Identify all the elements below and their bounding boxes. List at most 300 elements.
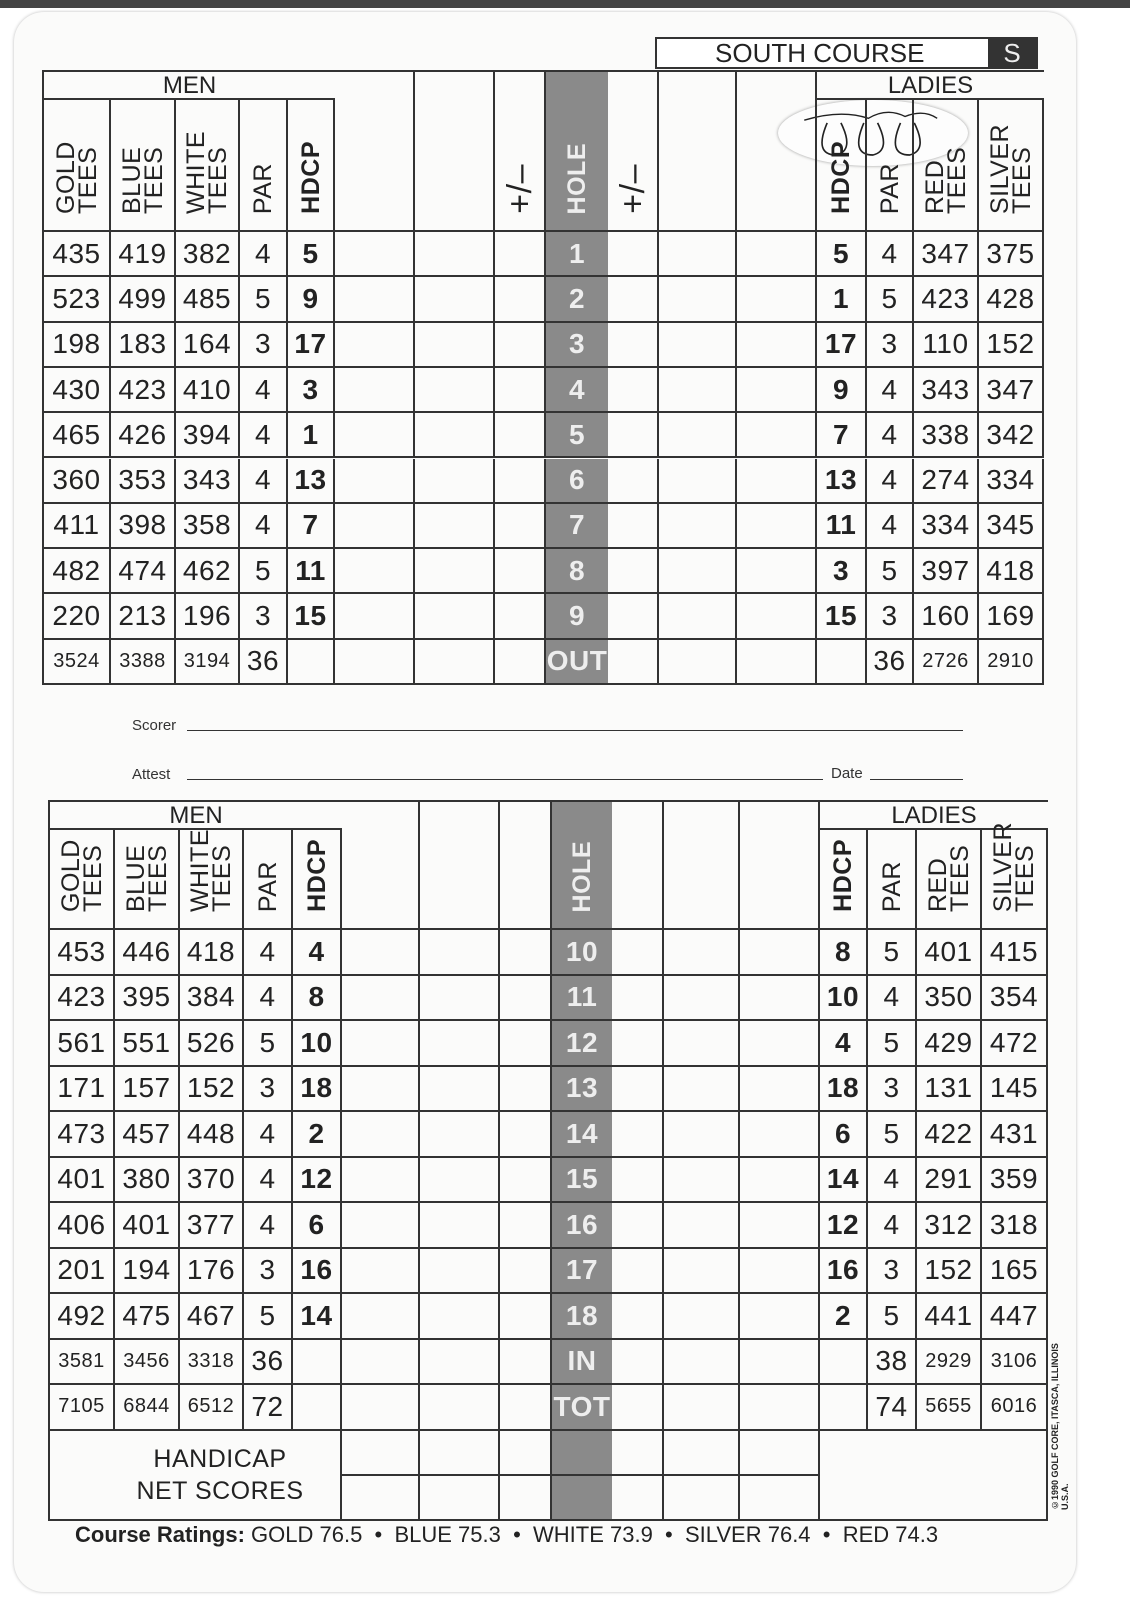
score-cell[interactable] [737, 459, 817, 504]
score-cell[interactable] [612, 1112, 664, 1158]
header-hole [552, 802, 612, 930]
score-cell[interactable] [608, 323, 659, 368]
header-men-3-text: PAR [253, 860, 282, 912]
score-cell[interactable] [659, 277, 737, 322]
hole-number: 14 [552, 1112, 612, 1158]
score-cell[interactable] [612, 1021, 664, 1067]
par-cell: 5 [244, 1021, 293, 1067]
header-men-4-text: HDCP [302, 839, 331, 912]
score-cell[interactable] [737, 549, 817, 594]
l-hdcp-cell: 8 [820, 930, 868, 976]
red-cell: 2929 [917, 1340, 982, 1386]
gold-cell: 201 [50, 1249, 115, 1295]
scorer-label: Scorer [132, 717, 177, 734]
red-cell: 160 [914, 594, 979, 639]
score-cell[interactable] [612, 1294, 664, 1340]
score-cell[interactable] [420, 1385, 500, 1431]
white-cell: 176 [180, 1249, 244, 1295]
score-cell[interactable] [740, 1203, 820, 1249]
header-blank [664, 802, 740, 930]
l-par-cell: 5 [868, 1021, 917, 1067]
score-cell[interactable] [342, 1067, 420, 1113]
header-men-3-text: PAR [249, 162, 277, 214]
score-cell[interactable] [342, 1203, 420, 1249]
header-ladies-1 [867, 100, 914, 232]
header-blank [415, 72, 495, 232]
score-cell[interactable] [612, 930, 664, 976]
blue-cell: 353 [111, 459, 176, 504]
score-cell[interactable] [737, 323, 817, 368]
score-cell[interactable] [608, 459, 659, 504]
l-hdcp-cell: 9 [817, 368, 867, 413]
score-cell[interactable] [612, 1203, 664, 1249]
hdcp-cell: 15 [288, 594, 335, 639]
score-cell[interactable] [495, 413, 546, 458]
silver-cell: 415 [982, 930, 1048, 976]
score-cell[interactable] [415, 368, 495, 413]
header-hole-text: HOLE [568, 840, 596, 912]
header-blank [740, 802, 820, 930]
score-cell[interactable] [664, 1340, 740, 1386]
blue-cell: 551 [115, 1021, 180, 1067]
score-cell[interactable] [335, 277, 415, 322]
hole-number: 11 [552, 976, 612, 1022]
hole-number: 13 [552, 1067, 612, 1113]
score-cell[interactable] [342, 1340, 420, 1386]
header-ladies-2-text: RED TEES [923, 844, 974, 912]
blue-cell: 475 [115, 1294, 180, 1340]
score-cell[interactable] [415, 413, 495, 458]
score-cell[interactable] [664, 1249, 740, 1295]
l-par-cell: 5 [867, 277, 914, 322]
hdcp-cell: 4 [293, 930, 342, 976]
hdcp-cell: 1 [288, 413, 335, 458]
score-cell[interactable] [608, 277, 659, 322]
score-cell[interactable] [335, 459, 415, 504]
white-cell: 462 [176, 549, 240, 594]
score-cell[interactable] [659, 594, 737, 639]
hdcp-cell [293, 1385, 342, 1431]
score-cell[interactable] [342, 1021, 420, 1067]
score-cell[interactable] [740, 1249, 820, 1295]
score-cell[interactable] [612, 1340, 664, 1386]
net-score-cell[interactable] [500, 1476, 552, 1521]
score-cell[interactable] [659, 549, 737, 594]
hdcp-cell: 3 [288, 368, 335, 413]
scan-edge [0, 0, 1130, 8]
header-blank [659, 72, 737, 232]
score-cell[interactable] [664, 1158, 740, 1204]
header-plus-minus-text: +/– [613, 164, 652, 214]
score-cell[interactable] [737, 368, 817, 413]
l-hdcp-cell: 16 [820, 1249, 868, 1295]
white-cell: 343 [176, 459, 240, 504]
blue-cell: 499 [111, 277, 176, 322]
score-cell[interactable] [335, 594, 415, 639]
gold-cell: 171 [50, 1067, 115, 1113]
score-cell[interactable] [664, 1203, 740, 1249]
score-cell[interactable] [737, 413, 817, 458]
red-cell: 441 [917, 1294, 982, 1340]
white-cell: 384 [180, 976, 244, 1022]
score-cell[interactable] [342, 1385, 420, 1431]
header-men-0 [44, 100, 111, 232]
score-cell[interactable] [415, 504, 495, 549]
score-cell[interactable] [500, 1340, 552, 1386]
score-cell[interactable] [664, 1067, 740, 1113]
score-cell[interactable] [659, 368, 737, 413]
score-cell[interactable] [500, 1158, 552, 1204]
par-cell: 4 [244, 930, 293, 976]
header-men-1 [115, 830, 180, 930]
score-cell[interactable] [495, 277, 546, 322]
score-cell[interactable] [608, 640, 659, 685]
header-men-4 [293, 830, 342, 930]
white-cell: 377 [180, 1203, 244, 1249]
blue-cell: 446 [115, 930, 180, 976]
blue-cell: 194 [115, 1249, 180, 1295]
hdcp-cell: 9 [288, 277, 335, 322]
score-cell[interactable] [495, 549, 546, 594]
score-cell[interactable] [664, 1294, 740, 1340]
ladies-group-label: LADIES [817, 72, 1044, 100]
score-cell[interactable] [659, 413, 737, 458]
red-cell: 338 [914, 413, 979, 458]
gold-cell: 360 [44, 459, 111, 504]
header-ladies-0 [817, 100, 867, 232]
red-cell: 110 [914, 323, 979, 368]
l-par-cell: 4 [867, 413, 914, 458]
blue-cell: 457 [115, 1112, 180, 1158]
hdcp-cell: 16 [293, 1249, 342, 1295]
header-blank [500, 802, 552, 930]
l-par-cell: 74 [868, 1385, 917, 1431]
score-cell[interactable] [737, 640, 817, 685]
par-cell: 3 [244, 1249, 293, 1295]
score-cell[interactable] [335, 413, 415, 458]
gold-cell: 465 [44, 413, 111, 458]
score-cell[interactable] [740, 1158, 820, 1204]
score-cell[interactable] [335, 504, 415, 549]
l-par-cell: 36 [867, 640, 914, 685]
score-cell[interactable] [415, 549, 495, 594]
white-cell: 382 [176, 232, 240, 277]
l-hdcp-cell: 15 [817, 594, 867, 639]
net-score-cell[interactable] [740, 1431, 820, 1476]
blue-cell: 183 [111, 323, 176, 368]
score-cell[interactable] [342, 1112, 420, 1158]
white-cell: 6512 [180, 1385, 244, 1431]
score-cell[interactable] [495, 368, 546, 413]
score-cell[interactable] [420, 1249, 500, 1295]
score-cell[interactable] [500, 1203, 552, 1249]
gold-cell: 423 [50, 976, 115, 1022]
net-score-cell[interactable] [664, 1431, 740, 1476]
score-cell[interactable] [612, 976, 664, 1022]
l-hdcp-cell: 14 [820, 1158, 868, 1204]
score-cell[interactable] [495, 232, 546, 277]
silver-cell: 431 [982, 1112, 1048, 1158]
red-cell: 350 [917, 976, 982, 1022]
silver-cell: 354 [982, 976, 1048, 1022]
score-cell[interactable] [500, 1112, 552, 1158]
white-cell: 394 [176, 413, 240, 458]
score-cell[interactable] [420, 930, 500, 976]
l-hdcp-cell [820, 1385, 868, 1431]
silver-cell: 359 [982, 1158, 1048, 1204]
score-cell[interactable] [740, 1340, 820, 1386]
l-hdcp-cell: 11 [817, 504, 867, 549]
gold-cell: 561 [50, 1021, 115, 1067]
l-par-cell: 3 [867, 323, 914, 368]
silver-cell: 165 [982, 1249, 1048, 1295]
score-cell[interactable] [612, 1385, 664, 1431]
net-score-cell[interactable] [740, 1476, 820, 1521]
par-cell: 36 [244, 1340, 293, 1386]
l-par-cell: 4 [867, 232, 914, 277]
score-cell[interactable] [608, 549, 659, 594]
score-cell[interactable] [740, 930, 820, 976]
score-cell[interactable] [500, 930, 552, 976]
score-cell[interactable] [335, 323, 415, 368]
gold-cell: 401 [50, 1158, 115, 1204]
l-par-cell: 38 [868, 1340, 917, 1386]
score-cell[interactable] [335, 232, 415, 277]
l-par-cell: 4 [867, 459, 914, 504]
blue-cell: 3456 [115, 1340, 180, 1386]
l-hdcp-cell: 13 [817, 459, 867, 504]
score-cell[interactable] [612, 1249, 664, 1295]
score-cell[interactable] [737, 594, 817, 639]
attest-field[interactable] [187, 779, 823, 780]
score-cell[interactable] [740, 1067, 820, 1113]
par-cell: 4 [240, 504, 288, 549]
men-group-label: MEN [50, 802, 342, 830]
hole-number: 7 [546, 504, 608, 549]
score-cell[interactable] [415, 459, 495, 504]
l-par-cell: 4 [867, 368, 914, 413]
gold-cell: 3524 [44, 640, 111, 685]
score-cell[interactable] [415, 232, 495, 277]
gold-cell: 3581 [50, 1340, 115, 1386]
net-score-cell[interactable] [342, 1476, 420, 1521]
white-cell: 196 [176, 594, 240, 639]
score-cell[interactable] [420, 1158, 500, 1204]
score-cell[interactable] [495, 640, 546, 685]
hdcp-cell: 5 [288, 232, 335, 277]
score-cell[interactable] [342, 1249, 420, 1295]
score-cell[interactable] [415, 594, 495, 639]
course-ratings [75, 1522, 938, 1548]
blue-cell: 419 [111, 232, 176, 277]
score-cell[interactable] [659, 504, 737, 549]
net-score-cell[interactable] [500, 1431, 552, 1476]
red-cell: 347 [914, 232, 979, 277]
scorer-field[interactable] [187, 730, 963, 731]
score-cell[interactable] [500, 1067, 552, 1113]
score-cell[interactable] [659, 459, 737, 504]
score-cell[interactable] [415, 277, 495, 322]
score-cell[interactable] [608, 232, 659, 277]
l-par-cell: 3 [868, 1249, 917, 1295]
red-cell: 2726 [914, 640, 979, 685]
score-cell[interactable] [420, 976, 500, 1022]
score-cell[interactable] [495, 594, 546, 639]
score-cell[interactable] [659, 640, 737, 685]
score-cell[interactable] [740, 1112, 820, 1158]
header-men-1 [111, 100, 176, 232]
score-cell[interactable] [740, 1294, 820, 1340]
white-cell: 3318 [180, 1340, 244, 1386]
score-cell[interactable] [664, 976, 740, 1022]
hole-number: 18 [552, 1294, 612, 1340]
red-cell: 131 [917, 1067, 982, 1113]
white-cell: 410 [176, 368, 240, 413]
header-ladies-1 [868, 830, 917, 930]
score-cell[interactable] [415, 640, 495, 685]
score-cell[interactable] [500, 1385, 552, 1431]
l-par-cell: 4 [868, 1203, 917, 1249]
l-par-cell: 3 [868, 1067, 917, 1113]
men-group-label: MEN [44, 72, 335, 100]
header-ladies-2-text: RED TEES [920, 146, 971, 214]
score-cell[interactable] [500, 1021, 552, 1067]
net-score-cell[interactable] [420, 1431, 500, 1476]
score-cell[interactable] [415, 323, 495, 368]
header-ladies-3-text: SILVER TEES [985, 123, 1036, 214]
date-field[interactable] [870, 779, 963, 780]
l-hdcp-cell: 2 [820, 1294, 868, 1340]
l-par-cell: 5 [868, 1294, 917, 1340]
score-cell[interactable] [612, 1067, 664, 1113]
blue-cell: 213 [111, 594, 176, 639]
gold-cell: 435 [44, 232, 111, 277]
score-cell[interactable] [420, 1203, 500, 1249]
course-badge: S [988, 39, 1036, 67]
gold-cell: 473 [50, 1112, 115, 1158]
net-score-cell[interactable] [420, 1476, 500, 1521]
score-cell[interactable] [737, 232, 817, 277]
silver-cell: 169 [979, 594, 1044, 639]
score-cell[interactable] [664, 1385, 740, 1431]
score-cell[interactable] [420, 1340, 500, 1386]
gold-cell: 411 [44, 504, 111, 549]
silver-cell: 145 [982, 1067, 1048, 1113]
score-cell[interactable] [608, 594, 659, 639]
net-score-cell[interactable] [612, 1431, 664, 1476]
hdcp-cell: 13 [288, 459, 335, 504]
score-cell[interactable] [608, 504, 659, 549]
score-cell[interactable] [420, 1021, 500, 1067]
score-cell[interactable] [495, 504, 546, 549]
score-cell[interactable] [608, 413, 659, 458]
score-cell[interactable] [740, 1385, 820, 1431]
hdcp-cell [288, 640, 335, 685]
l-par-cell: 3 [867, 594, 914, 639]
l-hdcp-cell: 12 [820, 1203, 868, 1249]
score-cell[interactable] [740, 976, 820, 1022]
score-cell[interactable] [342, 1294, 420, 1340]
score-cell[interactable] [335, 640, 415, 685]
score-cell[interactable] [664, 930, 740, 976]
par-cell: 5 [240, 549, 288, 594]
red-cell: 422 [917, 1112, 982, 1158]
score-cell[interactable] [500, 1249, 552, 1295]
score-cell[interactable] [608, 368, 659, 413]
score-cell[interactable] [500, 1294, 552, 1340]
score-cell[interactable] [420, 1294, 500, 1340]
header-plus-minus [495, 72, 546, 232]
ratings-values: GOLD 76.5 • BLUE 75.3 • WHITE 73.9 • SILVER 76.4 • RED 74.3 [251, 1522, 939, 1547]
gold-cell: 453 [50, 930, 115, 976]
score-cell[interactable] [737, 504, 817, 549]
hdcp-cell [293, 1340, 342, 1386]
score-cell[interactable] [342, 930, 420, 976]
red-cell: 334 [914, 504, 979, 549]
white-cell: 448 [180, 1112, 244, 1158]
silver-cell: 447 [982, 1294, 1048, 1340]
blue-cell: 395 [115, 976, 180, 1022]
header-men-4-text: HDCP [296, 141, 325, 214]
header-hole [546, 72, 608, 232]
net-score-cell[interactable] [664, 1476, 740, 1521]
white-cell: 164 [176, 323, 240, 368]
score-cell[interactable] [342, 1158, 420, 1204]
score-cell[interactable] [664, 1021, 740, 1067]
l-hdcp-cell: 7 [817, 413, 867, 458]
blue-cell: 6844 [115, 1385, 180, 1431]
score-cell[interactable] [737, 277, 817, 322]
net-score-cell[interactable] [342, 1431, 420, 1476]
score-cell[interactable] [664, 1112, 740, 1158]
par-cell: 4 [240, 232, 288, 277]
score-cell[interactable] [335, 549, 415, 594]
hdcp-cell: 14 [293, 1294, 342, 1340]
header-blank [612, 802, 664, 930]
silver-cell: 375 [979, 232, 1044, 277]
score-cell[interactable] [659, 323, 737, 368]
score-cell[interactable] [420, 1067, 500, 1113]
red-cell: 5655 [917, 1385, 982, 1431]
score-cell[interactable] [612, 1158, 664, 1204]
header-ladies-0-text: HDCP [829, 839, 857, 912]
handicap-net-label [50, 1431, 342, 1521]
red-cell: 401 [917, 930, 982, 976]
hole-number: 16 [552, 1203, 612, 1249]
score-cell[interactable] [495, 323, 546, 368]
ladies-group-label: LADIES [820, 802, 1048, 830]
hdcp-cell: 8 [293, 976, 342, 1022]
score-cell[interactable] [500, 976, 552, 1022]
hole-spacer [552, 1431, 612, 1476]
net-score-cell[interactable] [612, 1476, 664, 1521]
score-cell[interactable] [740, 1021, 820, 1067]
score-cell[interactable] [335, 368, 415, 413]
red-cell: 423 [914, 277, 979, 322]
silver-cell: 6016 [982, 1385, 1048, 1431]
score-cell[interactable] [659, 232, 737, 277]
score-cell[interactable] [420, 1112, 500, 1158]
gold-cell: 198 [44, 323, 111, 368]
par-cell: 5 [240, 277, 288, 322]
gold-cell: 523 [44, 277, 111, 322]
header-blank [335, 72, 415, 232]
white-cell: 485 [176, 277, 240, 322]
hdcp-cell: 7 [288, 504, 335, 549]
score-cell[interactable] [495, 459, 546, 504]
header-blank [420, 802, 500, 930]
score-cell[interactable] [342, 976, 420, 1022]
